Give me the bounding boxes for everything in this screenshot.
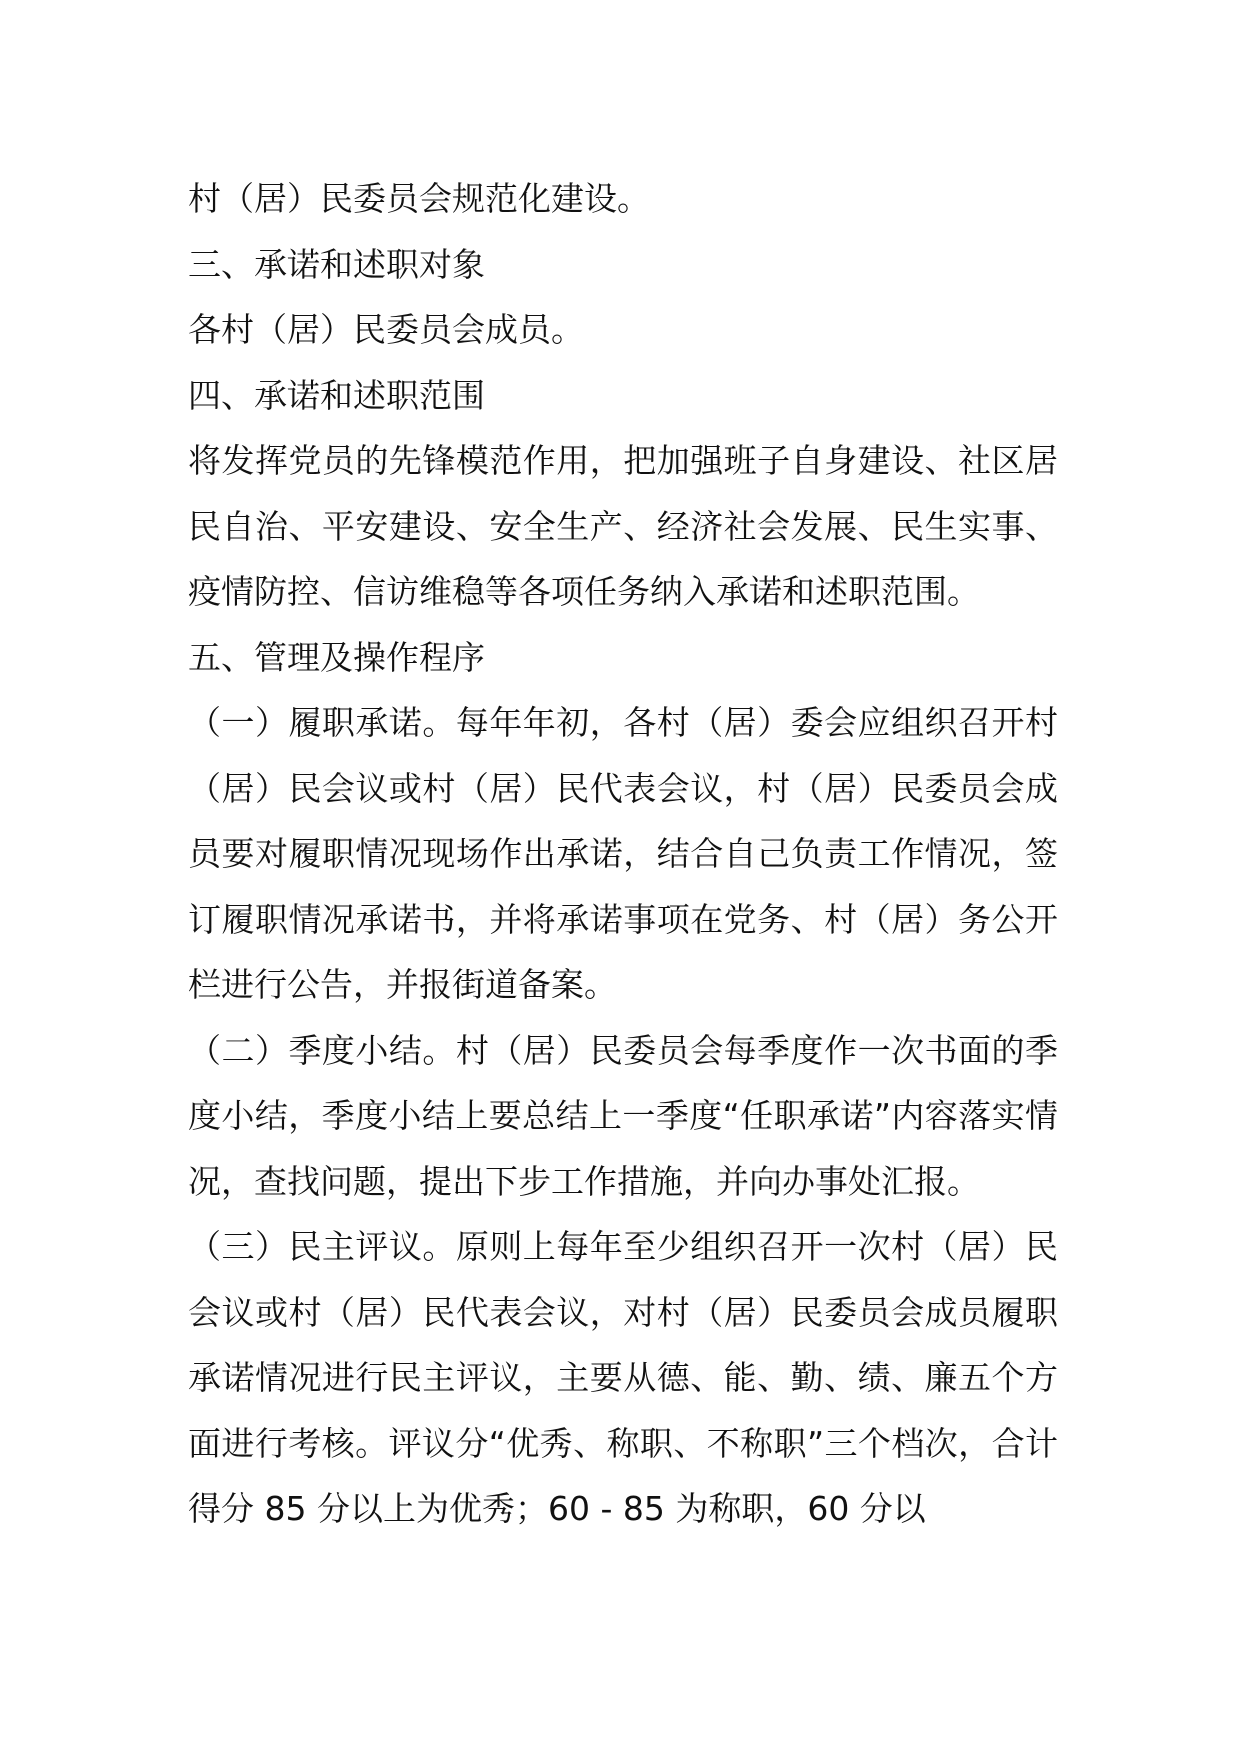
paragraph-commitment-targets: 各村（居）民委员会成员。	[188, 310, 584, 349]
paragraph-village-committee-standardization: 村（居）民委员会规范化建设。	[188, 179, 650, 218]
paragraph-commitment-scope: 将发挥党员的先锋模范作用，把加强班子自身建设、社区居民自治、平安建设、安全生产、经济社会发展、民生实事、疫情防控、信访维稳等各项任务纳入承诺和述职范围。	[188, 441, 1058, 611]
document-body	[188, 166, 1058, 1542]
paragraph-quarterly-summary: （二）季度小结。村（居）民委员会每季度作一次书面的季度小结，季度小结上要总结上一季度“任职承诺”内容落实情况，查找问题，提出下步工作措施，并向办事处汇报。	[188, 1030, 1058, 1201]
heading-section-four: 四、承诺和述职范围	[188, 375, 485, 415]
heading-section-five: 五、管理及操作程序	[188, 637, 485, 677]
paragraph-democratic-review: （三）民主评议。原则上每年至少组织召开一次村（居）民会议或村（居）民代表会议，对村（居）民委员会成员履职承诺情况进行民主评议，主要从德、能、勤、绩、廉五个方面进行考核。评议分“优秀、称职、不称职”三个档次，合计得分 85 分以上为优秀；60 - 85 为称职，60 分以	[188, 1227, 1058, 1528]
heading-section-three: 三、承诺和述职对象	[188, 244, 485, 284]
paragraph-duty-commitment: （一）履职承诺。每年年初，各村（居）委会应组织召开村（居）民会议或村（居）民代表会议，村（居）民委员会成员要对履职情况现场作出承诺，结合自己负责工作情况，签订履职情况承诺书，并将承诺事项在党务、村（居）务公开栏进行公告，并报街道备案。	[188, 703, 1058, 1004]
